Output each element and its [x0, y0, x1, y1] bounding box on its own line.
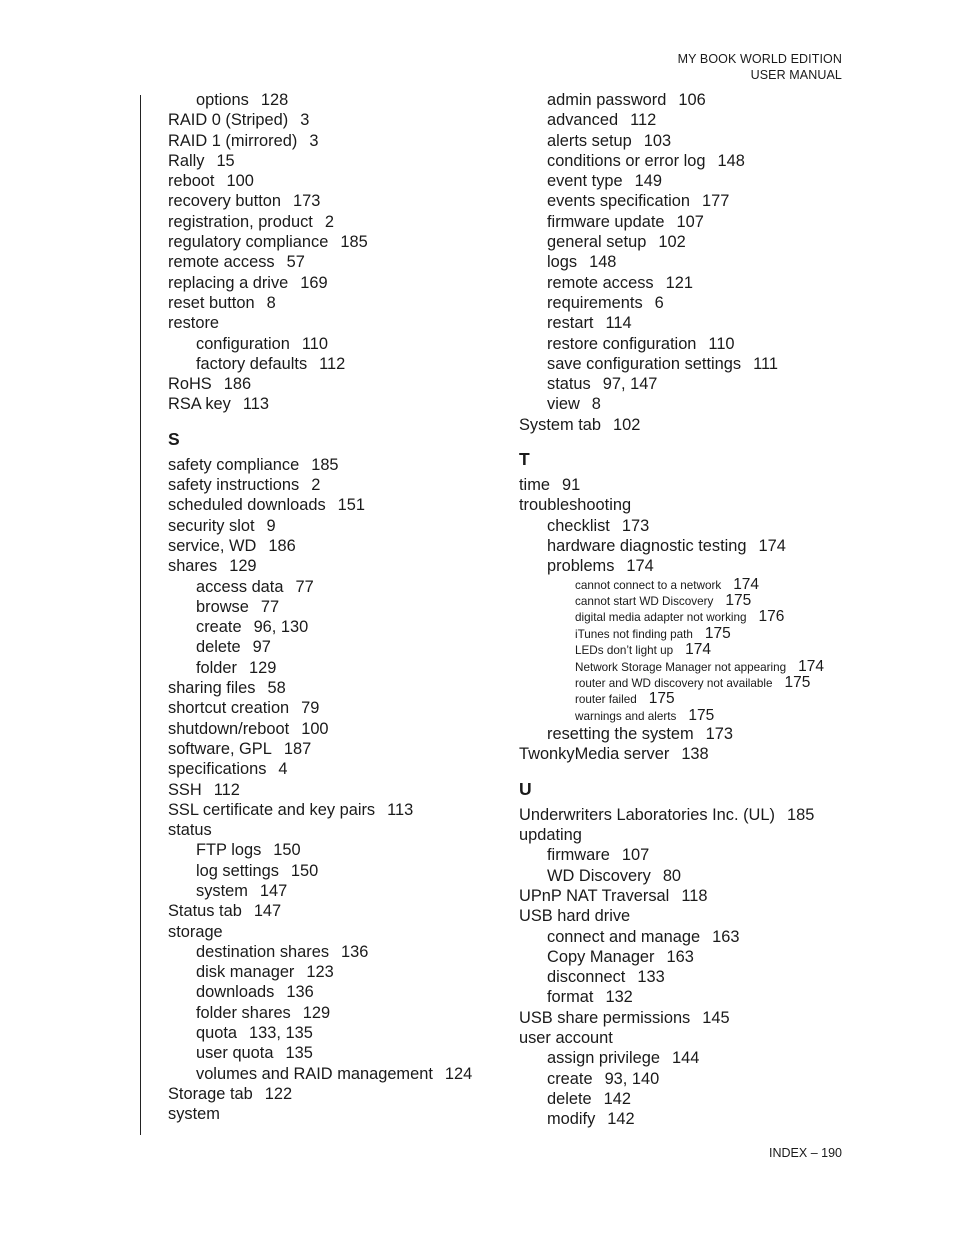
index-entry	[168, 232, 508, 252]
entry-term: user quota	[196, 1044, 274, 1063]
index-subentry	[168, 840, 508, 860]
entry-page-ref: 173	[292, 192, 321, 211]
index-entry	[519, 1008, 859, 1028]
index-subentry	[519, 90, 859, 110]
index-subentry	[168, 962, 508, 982]
entry-term: FTP logs	[196, 841, 262, 860]
index-subentry	[519, 212, 859, 232]
index-entry	[168, 374, 508, 394]
entry-term: Storage tab	[168, 1084, 253, 1103]
entry-page-ref: 8	[591, 395, 601, 414]
entry-term: troubleshooting	[519, 496, 632, 515]
entry-page-ref: 3	[300, 111, 310, 130]
entry-term: remote access	[168, 253, 275, 272]
entry-term: cannot start WD Discovery	[575, 594, 714, 608]
index-entry	[519, 1028, 859, 1048]
entry-page-ref: 176	[758, 608, 785, 626]
entry-page-ref: 2	[324, 212, 334, 231]
entry-page-ref: 15	[216, 151, 235, 170]
entry-page-ref: 100	[226, 172, 254, 191]
index-subentry	[168, 1023, 508, 1043]
index-entry	[519, 805, 859, 825]
entry-term: RAID 0 (Striped)	[168, 111, 289, 130]
entry-page-ref: 136	[341, 942, 369, 961]
entry-term: replacing a drive	[168, 273, 289, 292]
entry-page-ref: 58	[267, 679, 286, 698]
entry-page-ref: 174	[685, 641, 711, 659]
index-subentry	[168, 1003, 508, 1023]
entry-term: delete	[547, 1089, 592, 1108]
index-subentry	[168, 881, 508, 901]
index-subsubentry	[519, 609, 859, 625]
entry-page-ref: 175	[688, 706, 715, 724]
index-subsubentry	[519, 691, 859, 707]
index-entry	[168, 151, 508, 171]
entry-term: digital media adapter not working	[575, 611, 747, 625]
entry-term: LEDs don’t light up	[575, 644, 674, 658]
entry-term: restart	[547, 314, 594, 333]
entry-page-ref: 174	[626, 557, 654, 576]
index-subentry	[519, 947, 859, 967]
entry-page-ref: 187	[283, 739, 312, 758]
index-entry	[168, 556, 508, 576]
entry-term: Copy Manager	[547, 947, 655, 966]
index-entry	[168, 293, 508, 313]
index-subentry	[519, 516, 859, 536]
entry-term: problems	[547, 557, 615, 576]
entry-page-ref: 107	[676, 212, 704, 231]
entry-term: create	[547, 1069, 593, 1088]
index-subentry	[519, 866, 859, 886]
entry-page-ref: 123	[306, 963, 334, 982]
entry-term: sharing files	[168, 679, 256, 698]
index-subsubentry	[519, 659, 859, 675]
entry-page-ref: 113	[242, 395, 269, 414]
index-subentry	[519, 191, 859, 211]
entry-page-ref: 106	[678, 91, 706, 109]
index-subentry	[168, 942, 508, 962]
index-subentry	[519, 374, 859, 394]
entry-page-ref: 185	[311, 455, 339, 474]
entry-page-ref: 174	[758, 536, 786, 555]
entry-term: connect and manage	[547, 927, 701, 946]
entry-page-ref: 186	[268, 536, 296, 555]
index-subentry	[519, 110, 859, 130]
entry-term: RoHS	[168, 375, 212, 394]
entry-term: Rally	[168, 151, 205, 170]
entry-page-ref: 128	[260, 91, 289, 109]
entry-term: regulatory compliance	[168, 233, 329, 252]
index-entry	[519, 825, 859, 845]
entry-page-ref: 77	[260, 597, 280, 616]
entry-term: downloads	[196, 983, 275, 1002]
entry-term: safety instructions	[168, 476, 300, 495]
header-title: MY BOOK WORLD EDITION	[677, 52, 842, 66]
entry-page-ref: 177	[702, 192, 730, 211]
entry-page-ref: 110	[708, 334, 735, 353]
index-subentry	[519, 232, 859, 252]
entry-term: RSA key	[168, 395, 231, 414]
entry-term: restore	[168, 314, 220, 333]
index-entry	[519, 744, 859, 764]
index-subentry	[519, 987, 859, 1007]
entry-term: security slot	[168, 516, 255, 535]
entry-page-ref: 6	[654, 293, 664, 312]
index-entry	[168, 719, 508, 739]
entry-page-ref: 93, 140	[604, 1069, 660, 1088]
entry-term: shutdown/reboot	[168, 719, 290, 738]
index-column-right	[519, 90, 859, 1130]
index-entry	[168, 252, 508, 272]
index-subentry	[519, 252, 859, 272]
entry-term: destination shares	[196, 942, 330, 961]
running-header	[678, 51, 842, 83]
index-entry	[168, 536, 508, 556]
entry-term: SSH	[168, 780, 202, 799]
entry-term: options	[196, 91, 249, 109]
entry-page-ref: 2	[311, 476, 321, 495]
index-entry	[168, 800, 508, 820]
index-subsubentry	[519, 626, 859, 642]
entry-page-ref: 148	[717, 151, 745, 170]
entry-page-ref: 80	[662, 866, 682, 885]
entry-page-ref: 9	[266, 516, 276, 535]
entry-page-ref: 79	[301, 699, 320, 718]
entry-term: alerts setup	[547, 131, 632, 150]
entry-term: requirements	[547, 293, 643, 312]
entry-page-ref: 129	[249, 658, 277, 677]
entry-page-ref: 151	[337, 496, 366, 515]
entry-term: shares	[168, 557, 218, 576]
entry-page-ref: 147	[259, 881, 288, 900]
index-subsubentry	[519, 642, 859, 658]
entry-term: Network Storage Manager not appearing	[575, 660, 787, 674]
entry-page-ref: 4	[278, 760, 288, 779]
entry-page-ref: 77	[295, 577, 314, 596]
entry-page-ref: 138	[681, 745, 709, 764]
entry-page-ref: 150	[290, 861, 319, 880]
entry-term: conditions or error log	[547, 151, 706, 170]
entry-page-ref: 133, 135	[249, 1024, 313, 1043]
entry-page-ref: 186	[223, 375, 252, 394]
entry-term: router and WD discovery not available	[575, 676, 773, 690]
entry-page-ref: 112	[319, 354, 346, 373]
index-subentry	[168, 1043, 508, 1063]
entry-page-ref: 57	[286, 253, 305, 272]
entry-term: create	[196, 618, 242, 637]
index-entry	[168, 922, 508, 942]
index-entry	[168, 313, 508, 333]
entry-term: System tab	[519, 415, 601, 434]
index-entry	[168, 698, 508, 718]
entry-term: TwonkyMedia server	[519, 745, 670, 764]
entry-page-ref: 175	[784, 673, 811, 691]
entry-page-ref: 96, 130	[253, 618, 309, 637]
entry-page-ref: 114	[605, 314, 632, 333]
index-entry	[168, 394, 508, 414]
entry-page-ref: 173	[705, 725, 734, 744]
entry-term: iTunes not finding path	[575, 627, 693, 641]
entry-term: hardware diagnostic testing	[547, 536, 747, 555]
entry-term: events specification	[547, 192, 691, 211]
entry-term: safety compliance	[168, 455, 300, 474]
entry-term: warnings and alerts	[575, 709, 677, 723]
entry-page-ref: 136	[286, 983, 314, 1002]
entry-term: logs	[547, 253, 578, 272]
index-subentry	[519, 313, 859, 333]
index-subentry	[519, 1089, 859, 1109]
index-subentry	[519, 394, 859, 414]
entry-term: modify	[547, 1110, 596, 1129]
index-subsubentry	[519, 593, 859, 609]
index-subentry	[519, 724, 859, 744]
entry-page-ref: 175	[704, 624, 731, 642]
index-entry	[168, 131, 508, 151]
index-entry	[168, 191, 508, 211]
entry-term: resetting the system	[547, 725, 694, 744]
entry-page-ref: 97, 147	[602, 375, 658, 394]
entry-page-ref: 148	[589, 253, 617, 272]
entry-term: advanced	[547, 111, 619, 130]
entry-term: user account	[519, 1029, 613, 1048]
entry-page-ref: 112	[630, 111, 657, 130]
entry-term: shortcut creation	[168, 699, 290, 718]
index-subentry	[519, 354, 859, 374]
index-subentry	[519, 845, 859, 865]
index-entry	[168, 820, 508, 840]
entry-page-ref: 173	[621, 516, 650, 535]
entry-page-ref: 147	[253, 902, 282, 921]
entry-term: cannot connect to a network	[575, 578, 722, 592]
index-subentry	[168, 658, 508, 678]
entry-page-ref: 102	[658, 233, 686, 252]
index-entry	[519, 906, 859, 926]
index-entry	[168, 495, 508, 515]
entry-term: software, GPL	[168, 739, 272, 758]
entry-term: specifications	[168, 760, 267, 779]
entry-page-ref: 107	[621, 846, 650, 865]
entry-page-ref: 135	[285, 1044, 313, 1063]
entry-term: updating	[519, 826, 582, 845]
index-entry	[519, 886, 859, 906]
entry-page-ref: 100	[301, 719, 329, 738]
entry-term: admin password	[547, 91, 667, 109]
entry-term: firmware	[547, 846, 610, 865]
entry-term: delete	[196, 638, 241, 657]
entry-page-ref: 133	[637, 968, 665, 987]
entry-page-ref: 118	[681, 886, 708, 905]
index-entry	[168, 516, 508, 536]
index-subentry	[168, 617, 508, 637]
section-letter: S	[168, 428, 180, 449]
entry-page-ref: 8	[266, 293, 276, 312]
entry-page-ref: 142	[603, 1089, 632, 1108]
entry-term: restore configuration	[547, 334, 697, 353]
index-subentry	[168, 90, 508, 110]
index-entry	[168, 739, 508, 759]
index-subentry	[168, 577, 508, 597]
entry-page-ref: 122	[264, 1084, 293, 1103]
entry-term: Underwriters Laboratories Inc. (UL)	[519, 805, 775, 824]
entry-term: firmware update	[547, 212, 665, 231]
entry-page-ref: 112	[213, 780, 240, 799]
entry-term: format	[547, 988, 594, 1007]
index-subentry	[168, 861, 508, 881]
index-subentry	[519, 536, 859, 556]
entry-page-ref: 129	[302, 1003, 331, 1022]
index-entry	[519, 495, 859, 515]
index-entry	[168, 901, 508, 921]
index-subentry	[519, 293, 859, 313]
index-subentry	[519, 556, 859, 576]
entry-page-ref: 91	[561, 476, 581, 495]
entry-page-ref: 174	[798, 657, 825, 675]
entry-term: access data	[196, 577, 284, 596]
entry-page-ref: 149	[634, 172, 662, 191]
index-entry	[168, 171, 508, 191]
entry-term: system	[168, 1105, 220, 1124]
entry-page-ref: 111	[753, 354, 778, 373]
entry-page-ref: 124	[444, 1064, 473, 1083]
index-subentry	[168, 982, 508, 1002]
index-subentry	[519, 967, 859, 987]
index-subentry	[519, 171, 859, 191]
index-entry	[168, 110, 508, 130]
entry-term: factory defaults	[196, 354, 308, 373]
index-entry	[168, 212, 508, 232]
entry-page-ref: 129	[229, 557, 257, 576]
index-entry	[168, 1104, 508, 1124]
index-entry	[519, 475, 859, 495]
index-entry	[168, 475, 508, 495]
index-subentry	[519, 273, 859, 293]
index-subentry	[519, 131, 859, 151]
entry-page-ref: 145	[702, 1008, 730, 1027]
entry-term: save configuration settings	[547, 354, 742, 373]
index-entry	[168, 759, 508, 779]
entry-page-ref: 163	[666, 947, 694, 966]
entry-page-ref: 175	[725, 591, 752, 609]
index-column-left	[168, 90, 508, 1125]
index-subentry	[519, 1109, 859, 1129]
entry-term: reboot	[168, 172, 215, 191]
entry-term: SSL certificate and key pairs	[168, 800, 376, 819]
entry-term: registration, product	[168, 212, 313, 231]
entry-term: folder shares	[196, 1003, 291, 1022]
entry-term: WD Discovery	[547, 866, 651, 885]
entry-term: disconnect	[547, 968, 626, 987]
entry-page-ref: 144	[671, 1049, 700, 1068]
entry-page-ref: 113	[387, 800, 414, 819]
index-subentry	[168, 597, 508, 617]
entry-page-ref: 3	[309, 131, 319, 150]
entry-term: status	[168, 821, 212, 840]
header-subtitle: USER MANUAL	[750, 68, 842, 82]
entry-page-ref: 185	[340, 233, 368, 252]
entry-page-ref: 175	[648, 690, 675, 708]
entry-term: quota	[196, 1024, 238, 1043]
entry-term: folder	[196, 658, 238, 677]
index-subentry	[168, 354, 508, 374]
entry-term: storage	[168, 922, 223, 941]
entry-term: recovery button	[168, 192, 281, 211]
entry-page-ref: 142	[607, 1110, 635, 1129]
entry-term: time	[519, 476, 550, 495]
index-subentry	[168, 1064, 508, 1084]
entry-term: service, WD	[168, 536, 257, 555]
index-subsubentry	[519, 577, 859, 593]
entry-term: view	[547, 395, 580, 414]
entry-term: checklist	[547, 516, 610, 535]
index-subentry	[168, 334, 508, 354]
entry-term: RAID 1 (mirrored)	[168, 131, 298, 150]
entry-term: USB share permissions	[519, 1008, 691, 1027]
entry-term: USB hard drive	[519, 907, 631, 926]
entry-page-ref: 169	[300, 273, 328, 292]
index-subsubentry	[519, 675, 859, 691]
index-entry	[168, 273, 508, 293]
entry-term: scheduled downloads	[168, 496, 326, 515]
entry-term: router failed	[575, 693, 637, 707]
index-entry	[519, 415, 859, 435]
entry-term: Status tab	[168, 902, 242, 921]
entry-term: log settings	[196, 861, 279, 880]
page-footer: INDEX – 190	[769, 1146, 842, 1160]
index-subentry	[168, 637, 508, 657]
entry-page-ref: 121	[665, 273, 693, 292]
section-letter: T	[519, 449, 530, 470]
entry-term: browse	[196, 597, 249, 616]
entry-page-ref: 102	[613, 415, 641, 434]
entry-term: remote access	[547, 273, 654, 292]
entry-page-ref: 150	[273, 841, 301, 860]
entry-term: general setup	[547, 233, 647, 252]
entry-page-ref: 185	[786, 805, 815, 824]
entry-term: configuration	[196, 334, 290, 353]
index-entry	[168, 780, 508, 800]
index-subentry	[519, 927, 859, 947]
index-subentry	[519, 334, 859, 354]
entry-page-ref: 110	[301, 334, 328, 353]
index-subentry	[519, 1069, 859, 1089]
index-subentry	[519, 1048, 859, 1068]
entry-term: volumes and RAID management	[196, 1064, 433, 1083]
entry-term: event type	[547, 172, 623, 191]
entry-page-ref: 163	[712, 927, 740, 946]
margin-rule	[140, 95, 141, 1135]
entry-page-ref: 97	[252, 638, 271, 657]
entry-page-ref: 174	[733, 575, 760, 593]
index-subentry	[519, 151, 859, 171]
index-entry	[168, 1084, 508, 1104]
entry-page-ref: 103	[643, 131, 672, 150]
entry-term: system	[196, 881, 248, 900]
entry-term: disk manager	[196, 963, 295, 982]
entry-term: status	[547, 375, 591, 394]
section-letter: U	[519, 778, 532, 799]
entry-term: UPnP NAT Traversal	[519, 886, 670, 905]
entry-term: assign privilege	[547, 1049, 660, 1068]
index-entry	[168, 455, 508, 475]
entry-page-ref: 132	[605, 988, 633, 1007]
index-entry	[168, 678, 508, 698]
entry-term: reset button	[168, 293, 255, 312]
index-subsubentry	[519, 708, 859, 724]
